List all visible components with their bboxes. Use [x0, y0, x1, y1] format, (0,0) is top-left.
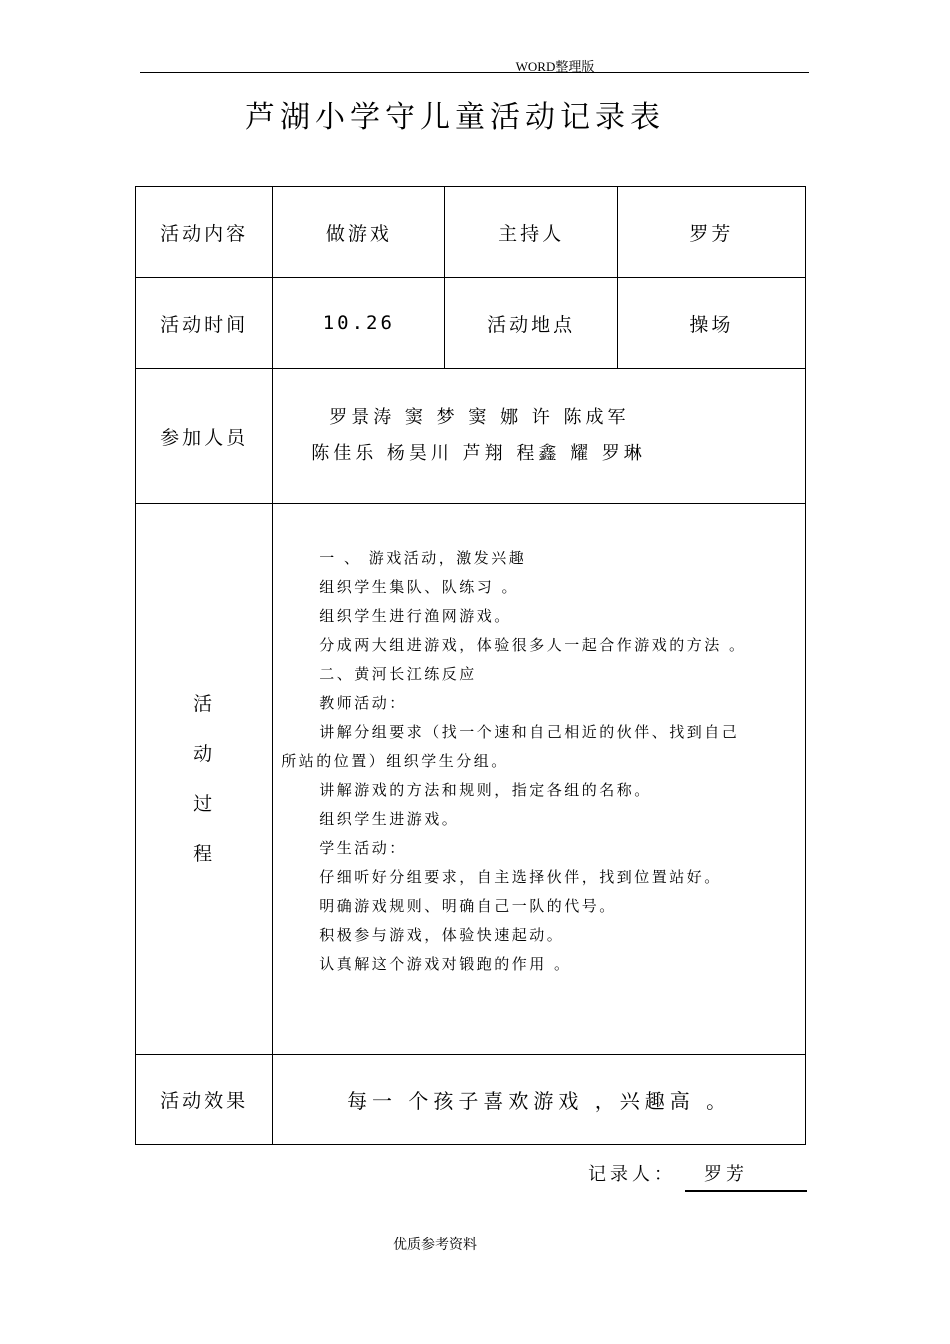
- process-line: 学生活动：: [319, 839, 407, 857]
- time-value: 10.26: [273, 278, 445, 369]
- process-label: [136, 504, 273, 1055]
- result-value: 每一 个孩子喜欢游戏 ，兴趣高 。: [273, 1055, 806, 1145]
- document-title: 芦湖小学守儿童活动记录表: [245, 100, 665, 135]
- process-line: 认真解这个游戏对锻跑的作用 。: [319, 955, 572, 973]
- recorder-underline: [685, 1190, 807, 1192]
- time-label: 活动时间: [136, 278, 273, 369]
- participants-list: [273, 369, 806, 504]
- process-line: 组织学生进游戏。: [319, 810, 460, 828]
- process-line: 积极参与游戏，体验快速起动。: [319, 926, 565, 944]
- process-row: [136, 504, 806, 1055]
- host-value: 罗芳: [617, 187, 805, 278]
- process-line: 教师活动：: [319, 694, 407, 712]
- result-row: [136, 1055, 806, 1145]
- process-line: 讲解分组要求（找一个速和自己相近的伙伴、找到自己: [319, 723, 740, 741]
- process-line: 仔细听好分组要求，自主选择伙伴，找到位置站好。: [319, 868, 722, 886]
- process-label-char: 动: [193, 743, 216, 765]
- process-line: 讲解游戏的方法和规则，指定各组的名称。: [319, 781, 652, 799]
- place-value: 操场: [617, 278, 805, 369]
- process-line: 明确游戏规则、明确自己一队的代号。: [319, 897, 617, 915]
- participants-label: 参加人员: [136, 369, 273, 504]
- content-label: 活动内容: [136, 187, 273, 278]
- result-label: 活动效果: [136, 1055, 273, 1145]
- place-label: 活动地点: [445, 278, 617, 369]
- participants-line: 罗景涛 窦 梦 窦 娜 许 陈成军: [329, 407, 630, 428]
- recorder-name: 罗芳: [704, 1164, 748, 1185]
- process-line: 二、黄河长江练反应: [319, 665, 477, 683]
- recorder-signature: [588, 1160, 794, 1190]
- process-line: 所站的位置）组织学生分组。: [281, 752, 509, 770]
- activity-record-table: [135, 186, 806, 1145]
- process-content: [273, 504, 806, 1055]
- content-row: [136, 187, 806, 278]
- participants-line: 陈佳乐 杨昊川 芦翔 程鑫 耀 罗琳: [311, 443, 646, 464]
- page-footer: 优质参考资料: [393, 1237, 477, 1253]
- process-label-char: 过: [193, 793, 216, 815]
- process-label-char: 活: [193, 693, 216, 715]
- process-line: 一 、 游戏活动，激发兴趣: [319, 549, 527, 567]
- process-line: 分成两大组进游戏，体验很多人一起合作游戏的方法 。: [319, 636, 747, 654]
- process-line: 组织学生进行渔网游戏。: [319, 607, 512, 625]
- header-divider: [140, 72, 809, 73]
- time-place-row: [136, 278, 806, 369]
- participants-row: [136, 369, 806, 504]
- process-line: 组织学生集队、队练习 。: [319, 578, 519, 596]
- recorder-label: 记录人：: [588, 1164, 676, 1185]
- host-label: 主持人: [445, 187, 617, 278]
- page-header: WORD整理版: [515, 59, 595, 74]
- content-value: 做游戏: [273, 187, 445, 278]
- process-label-char: 程: [193, 843, 216, 865]
